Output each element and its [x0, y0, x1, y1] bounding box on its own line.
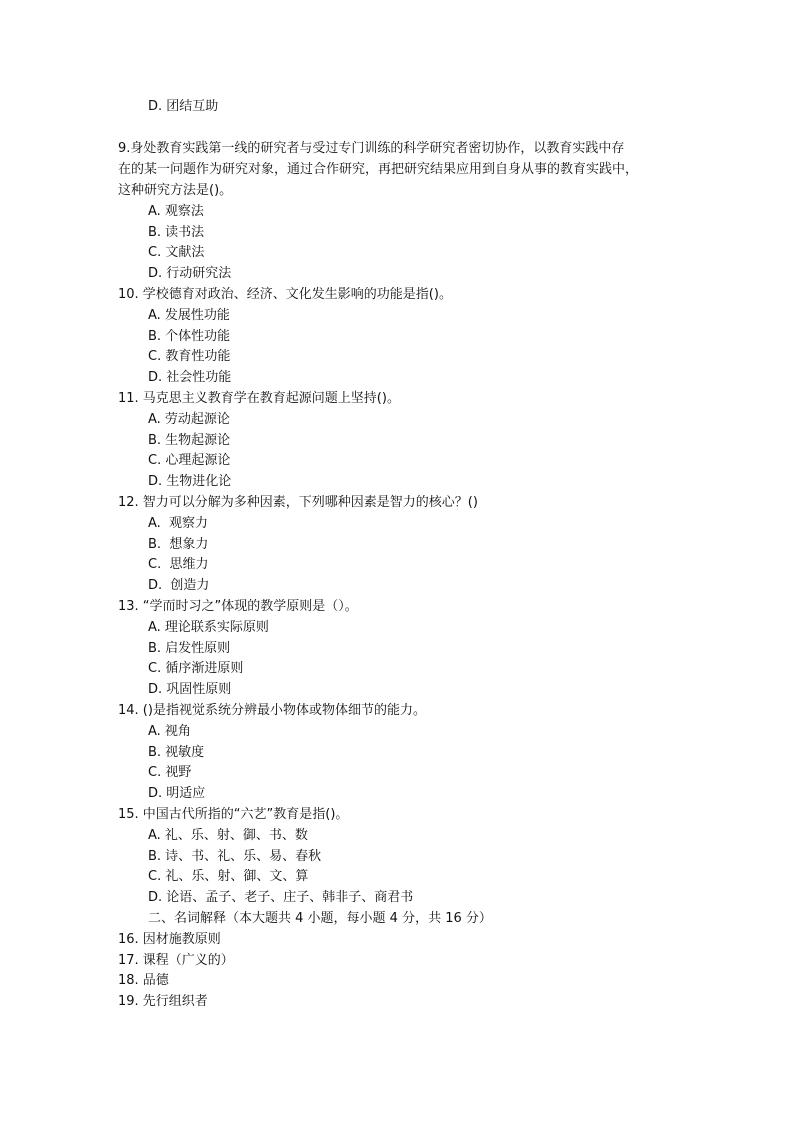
- q15-option-a: A. 礼、乐、射、御、书、数: [148, 828, 308, 843]
- q10-option-d: D. 社会性功能: [148, 370, 232, 385]
- q14-option-b: B. 视敏度: [148, 745, 205, 760]
- q13-option-d: D. 巩固性原则: [148, 682, 232, 697]
- q12-option-d: D. 创造力: [148, 578, 210, 593]
- q14-option-c: C. 视野: [148, 765, 192, 780]
- term-18: 18. 品德: [118, 973, 169, 988]
- q11-option-d: D. 生物进化论: [148, 474, 232, 489]
- q9-option-d: D. 行动研究法: [148, 266, 232, 281]
- q9-stem-line-1: 9.身处教育实践第一线的研究者与受过专门训练的科学研究者密切协作，以教育实践中存: [118, 141, 625, 156]
- q15-stem: 15. 中国古代所指的“六艺”教育是指()。: [118, 807, 349, 822]
- q9-stem-line-3: 这种研究方法是()。: [118, 183, 233, 198]
- q15-option-b: B. 诗、书、礼、乐、易、春秋: [148, 849, 322, 864]
- q13-option-c: C. 循序渐进原则: [148, 661, 244, 676]
- q14-option-d: D. 明适应: [148, 786, 206, 801]
- q11-option-b: B. 生物起源论: [148, 433, 231, 448]
- q14-stem: 14. ()是指视觉系统分辨最小物体或物体细节的能力。: [118, 703, 426, 718]
- q9-option-c: C. 文献法: [148, 245, 205, 260]
- q12-option-a: A. 观察力: [148, 516, 209, 531]
- q10-option-a: A. 发展性功能: [148, 308, 230, 323]
- q10-stem: 10. 学校德育对政治、经济、文化发生影响的功能是指()。: [118, 287, 452, 302]
- q10-option-b: B. 个体性功能: [148, 329, 231, 344]
- q11-stem: 11. 马克思主义教育学在教育起源问题上坚持()。: [118, 391, 400, 406]
- q13-option-b: B. 启发性原则: [148, 641, 231, 656]
- q13-stem: 13. “学而时习之”体现的教学原则是（）。: [118, 599, 358, 614]
- q9-option-b: B. 读书法: [148, 225, 205, 240]
- q9-option-a: A. 观察法: [148, 204, 204, 219]
- q15-option-d: D. 论语、孟子、老子、庄子、韩非子、商君书: [148, 890, 414, 905]
- q15-option-c: C. 礼、乐、射、御、文、算: [148, 869, 309, 884]
- q9-stem-line-2: 在的某一问题作为研究对象，通过合作研究，再把研究结果应用到自身从事的教育实践中，: [118, 162, 639, 177]
- q12-stem: 12. 智力可以分解为多种因素，下列哪种因素是智力的核心？(): [118, 495, 478, 510]
- q11-option-c: C. 心理起源论: [148, 453, 231, 468]
- q11-option-a: A. 劳动起源论: [148, 412, 230, 427]
- q12-option-c: C. 思维力: [148, 557, 209, 572]
- q13-option-a: A. 理论联系实际原则: [148, 620, 269, 635]
- q12-option-b: B. 想象力: [148, 537, 209, 552]
- term-17: 17. 课程（广义的）: [118, 953, 234, 968]
- q10-option-c: C. 教育性功能: [148, 349, 231, 364]
- term-16: 16. 因材施教原则: [118, 932, 221, 947]
- q8-option-d: D. 团结互助: [148, 99, 219, 114]
- section-2-heading: 二、名词解释（本大题共 4 小题，每小题 4 分，共 16 分）: [148, 911, 492, 926]
- q14-option-a: A. 视角: [148, 724, 191, 739]
- term-19: 19. 先行组织者: [118, 994, 208, 1009]
